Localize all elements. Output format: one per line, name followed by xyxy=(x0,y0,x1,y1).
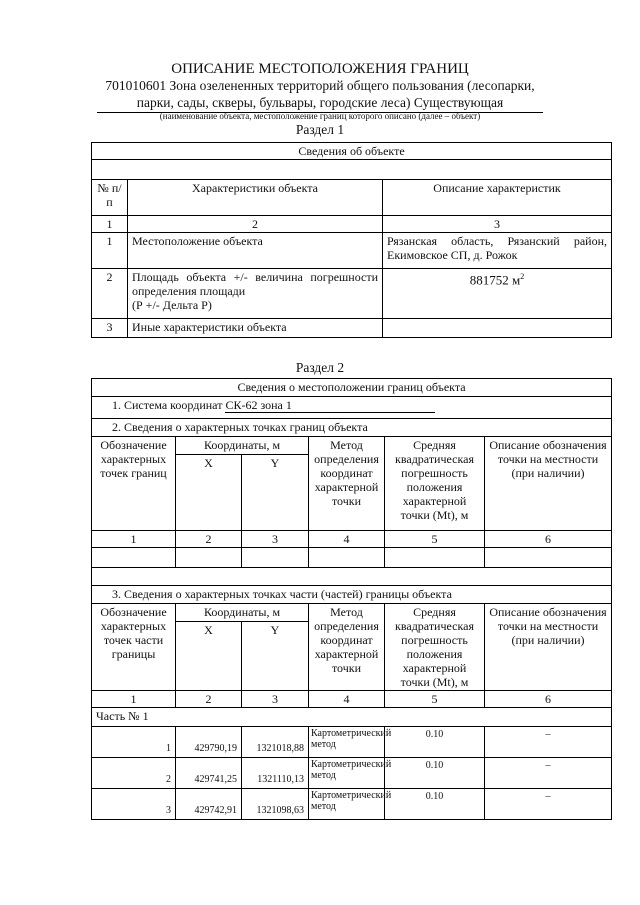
row-characteristic: Местоположение объекта xyxy=(128,233,383,269)
point-y: 1321110,13 xyxy=(242,758,309,789)
col-header-number: № п/п xyxy=(92,180,128,216)
table-row xyxy=(92,269,612,319)
col-index: 1 xyxy=(92,691,176,708)
col-header-x: X xyxy=(176,455,242,531)
point-number: 1 xyxy=(92,727,176,758)
col-index: 6 xyxy=(485,691,612,708)
point-rms: 0.10 xyxy=(385,789,485,820)
point-x: 429741,25 xyxy=(176,758,242,789)
row-description: Рязанская область, Рязанский район, Екимовское СП, д. Рожок xyxy=(383,233,612,269)
row-number: 2 xyxy=(92,269,128,319)
col-header-method: Метод определения координат характерной точки xyxy=(309,437,385,531)
coordinate-system-value: СК-62 зона 1 xyxy=(225,398,435,413)
area-unit-exponent: 2 xyxy=(520,272,525,281)
col-header-coordinates: Координаты, м xyxy=(176,437,309,455)
col-header-rms-error: Средняя квадратическая погрешность положения характерной точки (Mt), м xyxy=(385,437,485,531)
object-name-caption: (наименование объекта, местоположение границ которого описано (далее – объект) xyxy=(159,111,481,121)
col-header-point: Обозначение характерных точек границ xyxy=(92,437,176,531)
point-description: – xyxy=(485,789,612,820)
col-header-y: Y xyxy=(242,455,309,531)
object-info-title: Сведения об объекте xyxy=(92,143,612,160)
col-header-rms-error: Средняя квадратическая погрешность положения характерной точки (Mt), м xyxy=(385,604,485,691)
spacer-row xyxy=(92,568,612,586)
col-index: 1 xyxy=(92,216,128,233)
col-index: 5 xyxy=(385,531,485,548)
col-header-characteristic: Характеристики объекта xyxy=(128,180,383,216)
area-characteristic-text: Площадь объекта +/- величина погрешности определения площади xyxy=(132,270,378,298)
col-header-description: Описание характеристик xyxy=(383,180,612,216)
col-index: 2 xyxy=(176,691,242,708)
table-row xyxy=(92,758,612,789)
area-number: 881752 м xyxy=(469,272,521,288)
col-index: 2 xyxy=(176,531,242,548)
point-rms: 0.10 xyxy=(385,727,485,758)
blank-row xyxy=(92,160,612,180)
object-info-table xyxy=(91,142,612,338)
point-number: 3 xyxy=(92,789,176,820)
col-index: 1 xyxy=(92,531,176,548)
coordinate-system-label: 1. Система координат xyxy=(112,398,223,412)
section1-heading: Раздел 1 xyxy=(295,122,345,137)
col-header-x: X xyxy=(176,622,242,691)
point-description: – xyxy=(485,758,612,789)
col-header-point-part: Обозначение характерных точек части границы xyxy=(92,604,176,691)
point-y: 1321018,88 xyxy=(242,727,309,758)
col-index: 3 xyxy=(242,531,309,548)
point-x: 429742,91 xyxy=(176,789,242,820)
document-title: ОПИСАНИЕ МЕСТОПОЛОЖЕНИЯ ГРАНИЦ xyxy=(171,61,469,77)
row-characteristic xyxy=(128,269,383,319)
table-row xyxy=(92,319,612,338)
point-method: Картометрический метод xyxy=(309,758,385,789)
point-rms: 0.10 xyxy=(385,758,485,789)
point-x: 429790,19 xyxy=(176,727,242,758)
row-characteristic: Иные характеристики объекта xyxy=(128,319,383,338)
point-number: 2 xyxy=(92,758,176,789)
area-formula: (Р +/- Дельта Р) xyxy=(132,298,212,312)
col-index: 5 xyxy=(385,691,485,708)
row-description xyxy=(383,319,612,338)
col-header-method: Метод определения координат характерной точки xyxy=(309,604,385,691)
col-index: 3 xyxy=(383,216,612,233)
col-index: 4 xyxy=(309,531,385,548)
row-number: 1 xyxy=(92,233,128,269)
col-header-y: Y xyxy=(242,622,309,691)
part-label: Часть № 1 xyxy=(92,708,612,727)
row-number: 3 xyxy=(92,319,128,338)
point-method: Картометрический метод xyxy=(309,727,385,758)
area-value xyxy=(383,269,612,319)
table-row xyxy=(92,789,612,820)
point-description: – xyxy=(485,727,612,758)
object-name-line1: 701010601 Зона озелененных территорий общего пользования (лесопарки, xyxy=(105,78,535,93)
col-index: 4 xyxy=(309,691,385,708)
col-index: 3 xyxy=(242,691,309,708)
part-points-subheading: 3. Сведения о характерных точках части (частей) границы объекта xyxy=(92,586,612,604)
table-row xyxy=(92,727,612,758)
col-index: 2 xyxy=(128,216,383,233)
point-y: 1321098,63 xyxy=(242,789,309,820)
point-method: Картометрический метод xyxy=(309,789,385,820)
table-row xyxy=(92,233,612,269)
col-header-point-description: Описание обозначения точки на местности (при наличии) xyxy=(485,437,612,531)
boundary-table-title: Сведения о местоположении границ объекта xyxy=(92,379,612,397)
coordinate-system-row xyxy=(92,397,612,419)
boundary-points-subheading: 2. Сведения о характерных точках границ объекта xyxy=(92,419,612,437)
col-header-coordinates: Координаты, м xyxy=(176,604,309,622)
boundary-location-table xyxy=(91,378,612,820)
section2-heading: Раздел 2 xyxy=(295,360,345,375)
col-index: 6 xyxy=(485,531,612,548)
object-name-line2: парки, сады, скверы, бульвары, городские леса) Существующая xyxy=(97,95,543,113)
empty-row xyxy=(92,548,612,568)
col-header-point-description: Описание обозначения точки на местности (при наличии) xyxy=(485,604,612,691)
